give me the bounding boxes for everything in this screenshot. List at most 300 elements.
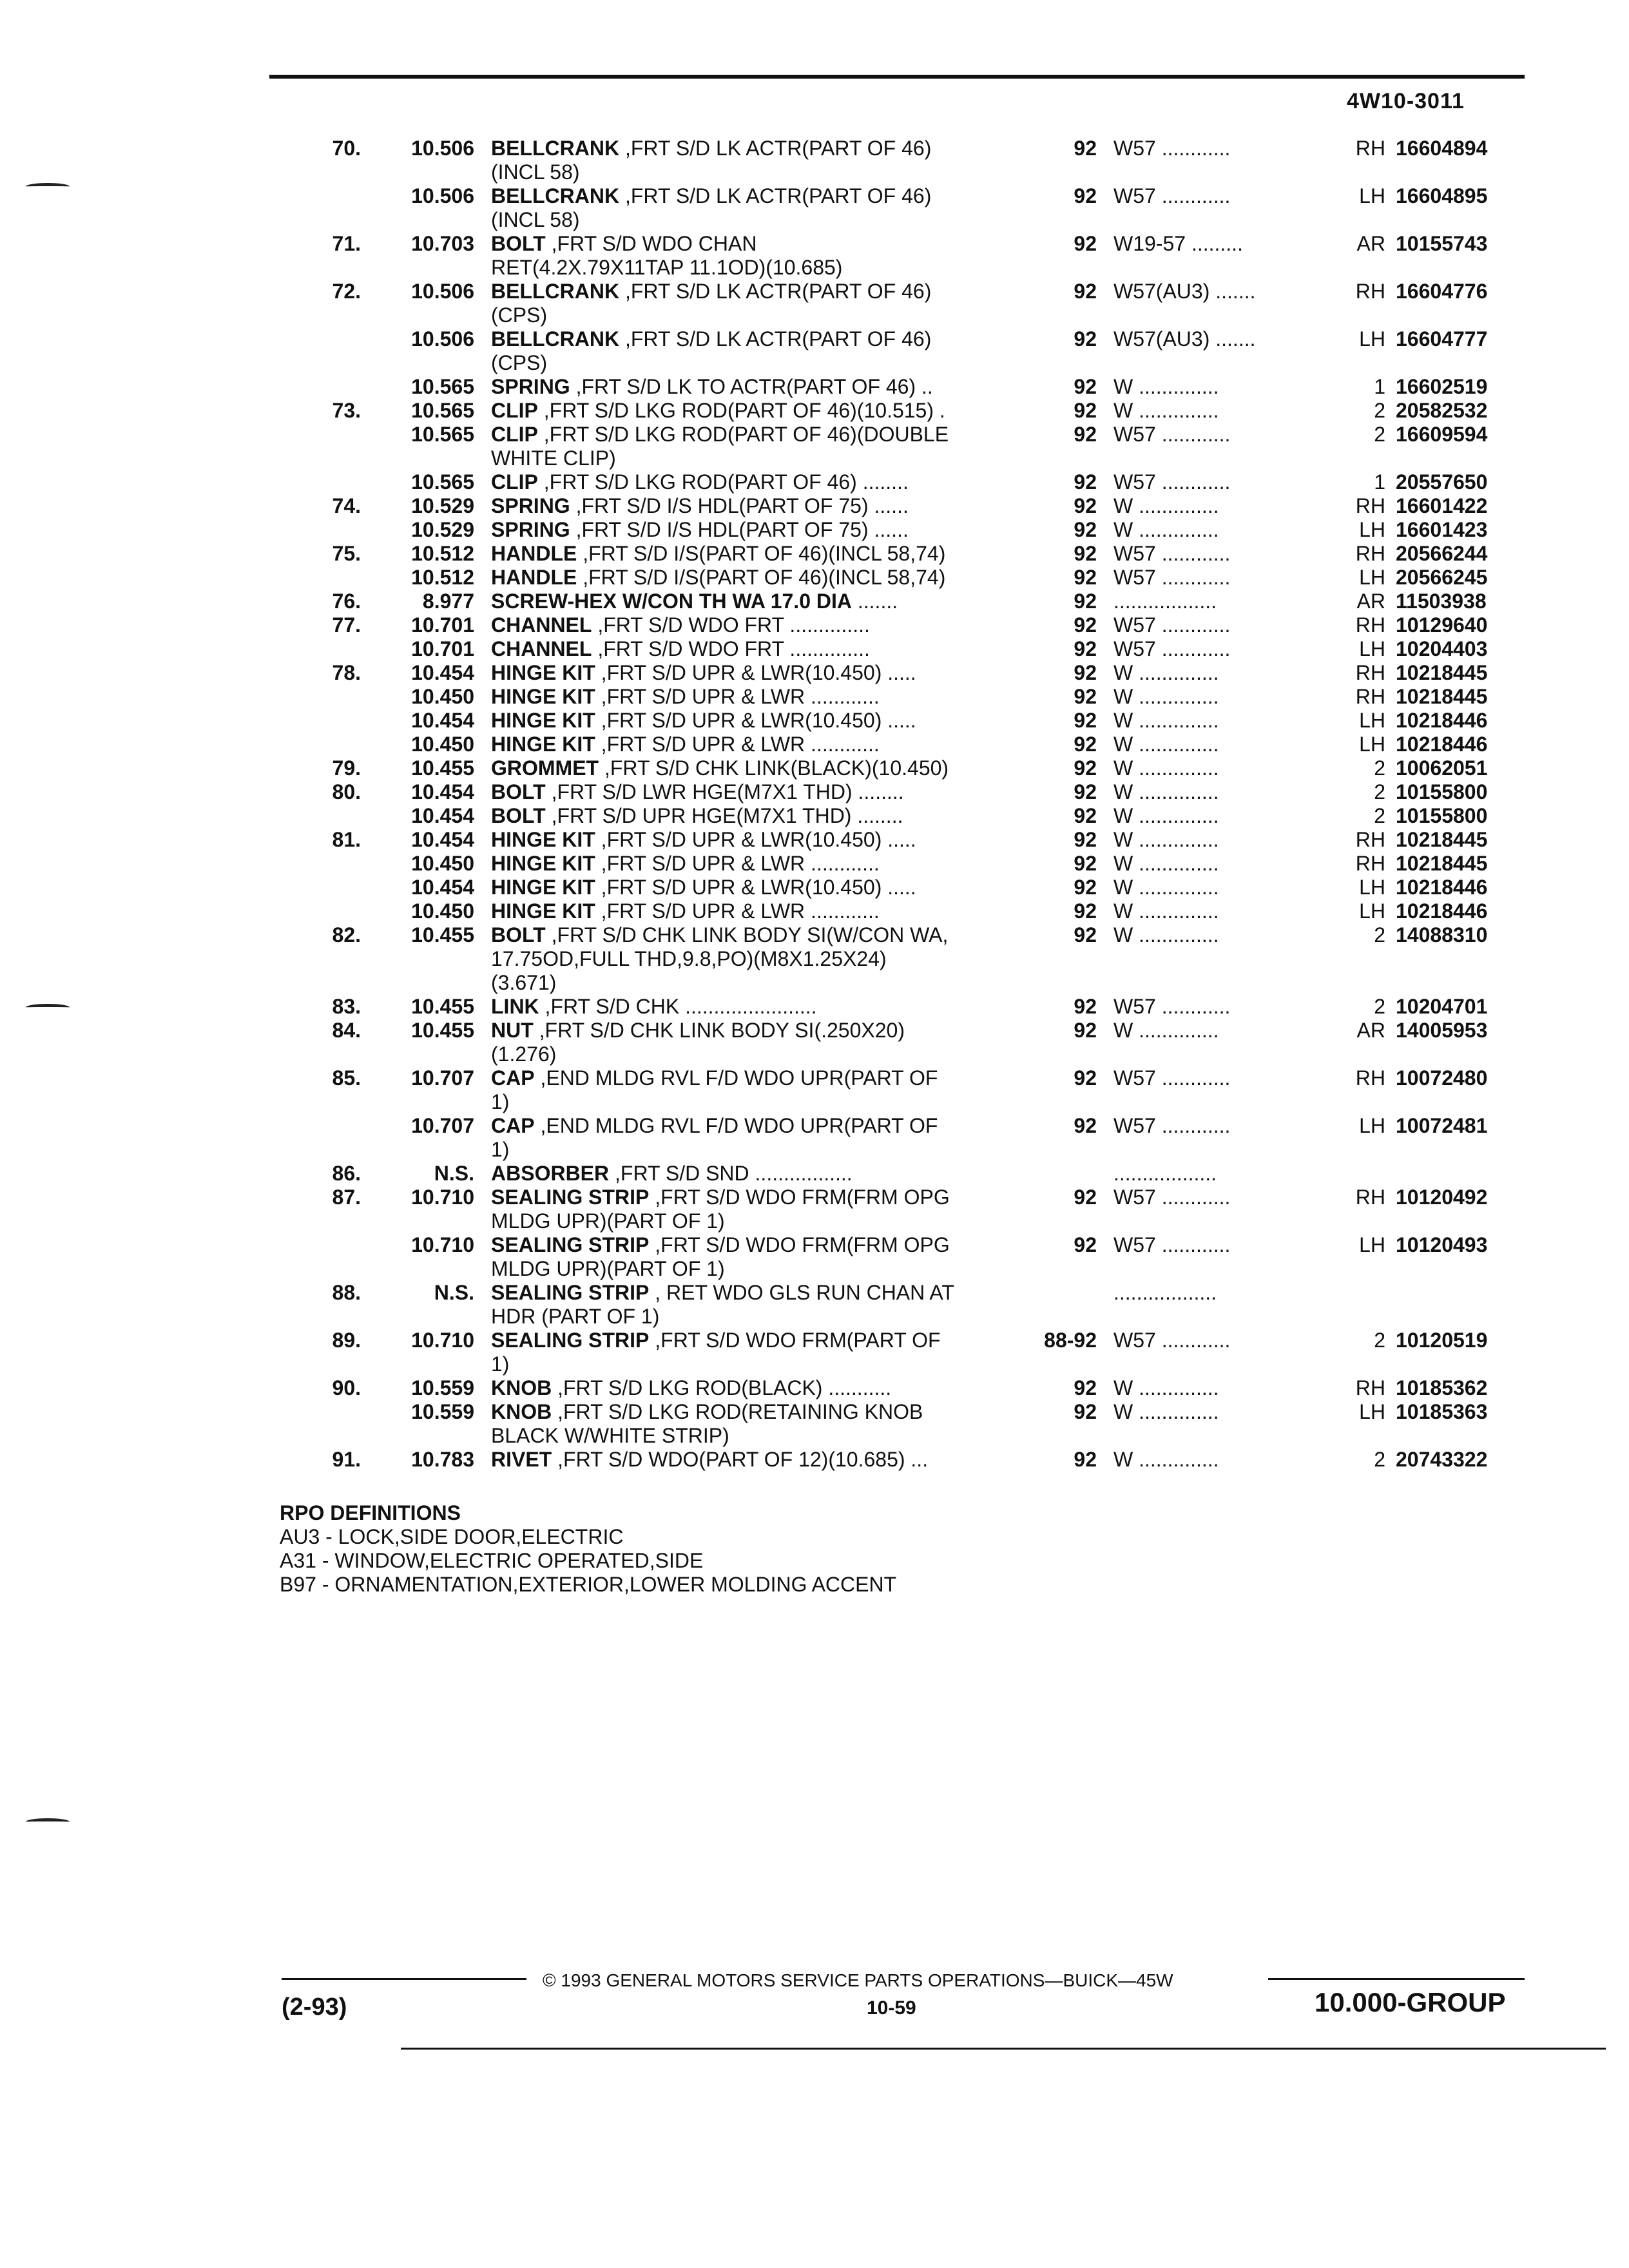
group-number: N.S. (434, 1162, 474, 1185)
footer-group: 10.000-GROUP (1315, 1987, 1506, 2017)
group-number: 10.454 (411, 709, 474, 732)
part-number: 10218446 (1396, 876, 1488, 899)
group-number: 10.703 (411, 232, 474, 255)
part-description (491, 780, 1036, 804)
table-row (0, 899, 1629, 923)
side-qty: RH (1355, 1186, 1385, 1209)
part-detail: ,FRT S/D CHK ....................... (539, 995, 817, 1018)
part-detail: ,FRT S/D SND ................. (609, 1162, 853, 1185)
part-description (491, 1162, 1036, 1186)
model-year: 92 (1074, 852, 1097, 875)
part-detail: ,FRT S/D I/S(PART OF 46)(INCL 58,74) (577, 566, 946, 589)
model-year: 92 (1074, 876, 1097, 899)
model-year: 92 (1074, 566, 1097, 589)
part-description (491, 1376, 1036, 1400)
part-name: SPRING (491, 494, 570, 517)
rpo-code: W57 ............ (1113, 566, 1231, 589)
item-number: 73. (332, 399, 361, 422)
part-name: GROMMET (491, 756, 599, 780)
item-number: 91. (332, 1448, 361, 1471)
item-number: 90. (332, 1376, 361, 1399)
part-number: 16601423 (1396, 518, 1488, 541)
table-row (0, 685, 1629, 709)
part-detail: ,FRT S/D LK ACTR(PART OF 46) (CPS) (491, 327, 932, 374)
part-description (491, 1019, 1036, 1066)
part-description (491, 923, 1036, 995)
part-detail: ,FRT S/D LK TO ACTR(PART OF 46) .. (570, 375, 933, 398)
part-number: 10155743 (1396, 232, 1488, 255)
item-number: 70. (332, 137, 361, 160)
rpo-code: W57 ............ (1113, 542, 1231, 565)
part-description (491, 280, 1036, 327)
part-description (491, 733, 1036, 756)
part-description (491, 661, 1036, 685)
item-number: 74. (332, 494, 361, 517)
side-qty: 1 (1374, 375, 1385, 398)
part-name: HINGE KIT (491, 876, 595, 899)
part-detail: ,FRT S/D LK ACTR(PART OF 46) (INCL 58) (491, 137, 932, 184)
rpo-code: W57 ............ (1113, 613, 1231, 637)
rpo-code: .................. (1113, 1162, 1217, 1185)
table-row (0, 1281, 1629, 1329)
table-row (0, 756, 1629, 780)
part-number: 10204701 (1396, 995, 1488, 1018)
rpo-code: W .............. (1113, 828, 1219, 851)
part-number: 10204403 (1396, 637, 1488, 660)
table-row (0, 780, 1629, 804)
part-name: KNOB (491, 1376, 552, 1399)
rpo-code: W57 ............ (1113, 1186, 1231, 1209)
model-year: 92 (1074, 327, 1097, 351)
group-number: 10.455 (411, 756, 474, 780)
model-year: 92 (1074, 995, 1097, 1018)
side-qty: AR (1356, 1019, 1385, 1042)
rpo-code: W .............. (1113, 518, 1219, 541)
side-qty: RH (1355, 661, 1385, 684)
side-qty: AR (1356, 232, 1385, 255)
table-row (0, 327, 1629, 375)
footer-date: (2-93) (282, 1994, 347, 2021)
model-year: 92 (1074, 1233, 1097, 1256)
part-description (491, 399, 1036, 423)
rpo-code: W .............. (1113, 1448, 1219, 1471)
rpo-code: W57 ............ (1113, 1066, 1231, 1090)
rpo-code: W .............. (1113, 1400, 1219, 1423)
side-qty: RH (1355, 542, 1385, 565)
rpo-code: W57 ............ (1113, 137, 1231, 160)
model-year: 92 (1074, 923, 1097, 947)
model-year: 92 (1074, 1066, 1097, 1090)
model-year: 92 (1074, 375, 1097, 398)
table-row (0, 876, 1629, 899)
item-number: 88. (332, 1281, 361, 1304)
part-number: 16604777 (1396, 327, 1488, 351)
table-row (0, 1329, 1629, 1376)
part-number: 16604776 (1396, 280, 1488, 303)
model-year: 92 (1074, 709, 1097, 732)
part-name: HINGE KIT (491, 709, 595, 732)
part-name: SPRING (491, 518, 570, 541)
model-year: 92 (1074, 494, 1097, 517)
item-number: 76. (332, 590, 361, 613)
group-number: 10.559 (411, 1376, 474, 1399)
part-detail: ,FRT S/D WDO CHAN RET(4.2X.79X11TAP 11.1OD)(10.685) (491, 232, 843, 279)
part-number: 16602519 (1396, 375, 1488, 398)
rpo-code: W57 ............ (1113, 1233, 1231, 1256)
part-number: 10218445 (1396, 852, 1488, 875)
group-number: 10.450 (411, 733, 474, 756)
side-qty: RH (1355, 1376, 1385, 1399)
parts-table (0, 137, 1629, 1472)
part-description (491, 1066, 1036, 1114)
model-year: 92 (1074, 780, 1097, 803)
table-row (0, 566, 1629, 590)
part-number: 16601422 (1396, 494, 1488, 517)
part-detail: ,FRT S/D CHK LINK BODY SI(.250X20) (1.276) (491, 1019, 905, 1066)
part-number: 16609594 (1396, 423, 1488, 446)
table-row (0, 542, 1629, 566)
item-number: 80. (332, 780, 361, 803)
model-year: 92 (1074, 137, 1097, 160)
part-number: 10218445 (1396, 685, 1488, 708)
item-number: 89. (332, 1329, 361, 1352)
group-number: 10.506 (411, 327, 474, 351)
item-number: 71. (332, 232, 361, 255)
part-detail: ,FRT S/D CHK LINK(BLACK)(10.450) (599, 756, 949, 780)
model-year: 92 (1074, 756, 1097, 780)
group-number: 10.506 (411, 184, 474, 207)
group-number: 10.454 (411, 661, 474, 684)
part-detail: ,FRT S/D WDO(PART OF 12)(10.685) ... (552, 1448, 929, 1471)
part-number: 10185363 (1396, 1400, 1488, 1423)
model-year: 88-92 (1044, 1329, 1097, 1352)
part-description (491, 1329, 1036, 1376)
table-row (0, 1162, 1629, 1186)
part-number: 10185362 (1396, 1376, 1488, 1399)
side-qty: 2 (1374, 399, 1385, 422)
rpo-code: W .............. (1113, 399, 1219, 422)
part-name: SCREW-HEX W/CON TH WA 17.0 DIA (491, 590, 852, 613)
group-number: 10.506 (411, 137, 474, 160)
side-qty: RH (1355, 613, 1385, 637)
table-row (0, 923, 1629, 995)
model-year: 92 (1074, 637, 1097, 660)
side-qty: RH (1355, 685, 1385, 708)
item-number: 79. (332, 756, 361, 780)
table-row (0, 184, 1629, 232)
part-detail: ,FRT S/D UPR & LWR(10.450) ..... (595, 709, 916, 732)
part-number: 20743322 (1396, 1448, 1488, 1471)
rpo-code: W .............. (1113, 852, 1219, 875)
side-qty: LH (1359, 637, 1385, 660)
part-detail: ....... (851, 590, 898, 613)
part-description (491, 1400, 1036, 1448)
footer-rule-left (282, 1978, 526, 1980)
item-number: 85. (332, 1066, 361, 1090)
rpo-code: W57 ............ (1113, 184, 1231, 207)
group-number: 8.977 (422, 590, 474, 613)
rpo-code: .................. (1113, 1281, 1217, 1304)
part-name: HINGE KIT (491, 852, 595, 875)
part-number: 10155800 (1396, 804, 1488, 827)
part-name: SEALING STRIP (491, 1281, 650, 1304)
part-description (491, 852, 1036, 876)
part-detail: ,FRT S/D UPR & LWR(10.450) ..... (595, 876, 916, 899)
part-detail: ,FRT S/D WDO FRM(FRM OPG MLDG UPR)(PART OF 1) (491, 1186, 950, 1233)
table-row (0, 1066, 1629, 1114)
part-name: CLIP (491, 470, 538, 494)
model-year: 92 (1074, 1400, 1097, 1423)
group-number: 10.455 (411, 923, 474, 947)
group-number: 10.710 (411, 1329, 474, 1352)
group-number: 10.454 (411, 804, 474, 827)
part-description (491, 613, 1036, 637)
part-description (491, 899, 1036, 923)
model-year: 92 (1074, 1376, 1097, 1399)
part-name: CHANNEL (491, 637, 592, 660)
part-description (491, 184, 1036, 232)
item-number: 75. (332, 542, 361, 565)
group-number: 10.529 (411, 518, 474, 541)
model-year: 92 (1074, 733, 1097, 756)
part-number: 20582532 (1396, 399, 1488, 422)
part-name: BOLT (491, 804, 546, 827)
table-row (0, 613, 1629, 637)
group-number: 10.710 (411, 1186, 474, 1209)
group-number: 10.455 (411, 995, 474, 1018)
item-number: 82. (332, 923, 361, 947)
model-year: 92 (1074, 399, 1097, 422)
rpo-definitions (280, 1501, 896, 1597)
table-row (0, 280, 1629, 327)
part-name: BELLCRANK (491, 184, 620, 207)
part-detail: ,FRT S/D LK ACTR(PART OF 46) (CPS) (491, 280, 932, 327)
model-year: 92 (1074, 590, 1097, 613)
part-number: 20566245 (1396, 566, 1488, 589)
side-qty: AR (1356, 590, 1385, 613)
side-qty: RH (1355, 852, 1385, 875)
side-qty: LH (1359, 876, 1385, 899)
rpo-code: W .............. (1113, 780, 1219, 803)
part-name: BELLCRANK (491, 327, 620, 351)
part-description (491, 232, 1036, 280)
item-number: 81. (332, 828, 361, 851)
part-name: KNOB (491, 1400, 552, 1423)
part-number: 10072480 (1396, 1066, 1488, 1090)
part-name: BOLT (491, 780, 546, 803)
side-qty: LH (1359, 184, 1385, 207)
group-number: 10.783 (411, 1448, 474, 1471)
rpo-code: W19-57 ......... (1113, 232, 1243, 255)
rpo-code: W .............. (1113, 804, 1219, 827)
part-detail: ,FRT S/D LKG ROD(PART OF 46)(10.515) . (537, 399, 945, 422)
part-description (491, 1233, 1036, 1281)
rpo-code: W .............. (1113, 923, 1219, 947)
side-qty: 2 (1374, 1448, 1385, 1471)
footer-rule-right (1268, 1978, 1525, 1980)
model-year: 92 (1074, 184, 1097, 207)
part-detail: ,FRT S/D CHK LINK BODY SI(W/CON WA, 17.75OD,FULL THD,9.8,PO)(M8X1.25X24) (3.671) (491, 923, 949, 994)
rpo-code: W .............. (1113, 375, 1219, 398)
rpo-definition: A31 - WINDOW,ELECTRIC OPERATED,SIDE (280, 1549, 704, 1572)
part-name: SEALING STRIP (491, 1233, 650, 1256)
part-name: HANDLE (491, 566, 577, 589)
part-name: CLIP (491, 423, 538, 446)
table-row (0, 852, 1629, 876)
part-description (491, 542, 1036, 566)
group-number: 10.701 (411, 637, 474, 660)
part-description (491, 709, 1036, 733)
table-row (0, 590, 1629, 613)
part-number: 10218446 (1396, 733, 1488, 756)
side-qty: LH (1359, 1233, 1385, 1256)
item-number: 83. (332, 995, 361, 1018)
table-row (0, 518, 1629, 542)
group-number: 10.512 (411, 542, 474, 565)
model-year: 92 (1074, 685, 1097, 708)
side-qty: RH (1355, 828, 1385, 851)
part-number: 10120493 (1396, 1233, 1488, 1256)
rpo-code: W57 ............ (1113, 1329, 1231, 1352)
side-qty: 2 (1374, 1329, 1385, 1352)
part-number: 10155800 (1396, 780, 1488, 803)
part-name: BELLCRANK (491, 137, 620, 160)
model-year: 92 (1074, 899, 1097, 923)
header-rule (269, 75, 1525, 79)
part-detail: ,FRT S/D I/S HDL(PART OF 75) ...... (570, 494, 909, 517)
part-detail: ,FRT S/D I/S HDL(PART OF 75) ...... (570, 518, 909, 541)
part-description (491, 1448, 1036, 1472)
model-year: 92 (1074, 542, 1097, 565)
rpo-code: W .............. (1113, 1019, 1219, 1042)
table-row (0, 1019, 1629, 1066)
model-year: 92 (1074, 1448, 1097, 1471)
side-qty: 2 (1374, 995, 1385, 1018)
group-number: 10.565 (411, 423, 474, 446)
model-year: 92 (1074, 804, 1097, 827)
part-name: HINGE KIT (491, 899, 595, 923)
part-detail: ,FRT S/D LKG ROD(PART OF 46)(DOUBLE WHITE CLIP) (491, 423, 949, 470)
part-number: 20557650 (1396, 470, 1488, 494)
part-name: HINGE KIT (491, 661, 595, 684)
part-detail: ,FRT S/D LK ACTR(PART OF 46) (INCL 58) (491, 184, 932, 231)
model-year: 92 (1074, 1186, 1097, 1209)
table-row (0, 1114, 1629, 1162)
table-row (0, 423, 1629, 470)
part-name: BOLT (491, 232, 546, 255)
model-year: 92 (1074, 423, 1097, 446)
rpo-definition: AU3 - LOCK,SIDE DOOR,ELECTRIC (280, 1525, 624, 1548)
part-description (491, 423, 1036, 470)
part-description (491, 1186, 1036, 1233)
table-row (0, 733, 1629, 756)
part-detail: ,FRT S/D WDO FRM(PART OF 1) (491, 1329, 941, 1376)
part-number: 10218445 (1396, 661, 1488, 684)
group-number: 10.454 (411, 780, 474, 803)
part-name: CLIP (491, 399, 538, 422)
rpo-definition: B97 - ORNAMENTATION,EXTERIOR,LOWER MOLDING ACCENT (280, 1573, 897, 1596)
part-detail: ,END MLDG RVL F/D WDO UPR(PART OF 1) (491, 1114, 938, 1161)
rpo-code: W57 ............ (1113, 637, 1231, 660)
model-year: 92 (1074, 1019, 1097, 1042)
document-code: 4W10-3011 (1347, 89, 1465, 113)
table-row (0, 709, 1629, 733)
part-name: ABSORBER (491, 1162, 610, 1185)
item-number: 87. (332, 1186, 361, 1209)
part-name: RIVET (491, 1448, 552, 1471)
part-name: HINGE KIT (491, 828, 595, 851)
table-row (0, 1376, 1629, 1400)
model-year: 92 (1074, 232, 1097, 255)
group-number: 10.565 (411, 399, 474, 422)
rpo-code: W57 ............ (1113, 1114, 1231, 1137)
group-number: 10.710 (411, 1233, 474, 1256)
part-number: 14088310 (1396, 923, 1488, 947)
model-year: 92 (1074, 828, 1097, 851)
side-qty: LH (1359, 733, 1385, 756)
group-number: N.S. (434, 1281, 474, 1304)
part-name: CAP (491, 1114, 535, 1137)
group-number: 10.454 (411, 828, 474, 851)
part-number: 10218446 (1396, 709, 1488, 732)
side-qty: LH (1359, 1400, 1385, 1423)
table-row (0, 1233, 1629, 1281)
side-qty: 2 (1374, 923, 1385, 947)
footer-bottom-rule (401, 2048, 1606, 2050)
part-description (491, 590, 1036, 613)
model-year: 92 (1074, 518, 1097, 541)
rpo-code: W57 ............ (1113, 470, 1231, 494)
part-description (491, 566, 1036, 590)
part-detail: ,FRT S/D LWR HGE(M7X1 THD) ........ (545, 780, 904, 803)
side-qty: RH (1355, 137, 1385, 160)
item-number: 84. (332, 1019, 361, 1042)
rpo-code: W .............. (1113, 733, 1219, 756)
rpo-code: W .............. (1113, 661, 1219, 684)
part-description (491, 876, 1036, 899)
part-detail: ,FRT S/D UPR & LWR(10.450) ..... (595, 828, 916, 851)
part-name: SEALING STRIP (491, 1329, 650, 1352)
part-name: SEALING STRIP (491, 1186, 650, 1209)
part-detail: ,FRT S/D UPR & LWR ............ (595, 852, 880, 875)
group-number: 10.454 (411, 876, 474, 899)
binder-mark (26, 1818, 70, 1825)
model-year: 92 (1074, 661, 1097, 684)
rpo-code: W57(AU3) ....... (1113, 280, 1256, 303)
part-name: CAP (491, 1066, 535, 1090)
rpo-code: W57 ............ (1113, 995, 1231, 1018)
item-number: 72. (332, 280, 361, 303)
item-number: 86. (332, 1162, 361, 1185)
part-name: CHANNEL (491, 613, 592, 637)
model-year: 92 (1074, 470, 1097, 494)
rpo-code: W .............. (1113, 756, 1219, 780)
side-qty: 1 (1374, 470, 1385, 494)
table-row (0, 1448, 1629, 1472)
group-number: 10.455 (411, 1019, 474, 1042)
part-detail: ,FRT S/D UPR & LWR ............ (595, 733, 880, 756)
side-qty: LH (1359, 709, 1385, 732)
part-description (491, 995, 1036, 1019)
group-number: 10.565 (411, 375, 474, 398)
part-name: BOLT (491, 923, 546, 947)
group-number: 10.559 (411, 1400, 474, 1423)
part-detail: ,FRT S/D LKG ROD(RETAINING KNOB BLACK W/WHITE STRIP) (491, 1400, 923, 1447)
part-detail: ,FRT S/D UPR & LWR ............ (595, 685, 880, 708)
side-qty: RH (1355, 1066, 1385, 1090)
table-row (0, 470, 1629, 494)
part-description (491, 804, 1036, 828)
